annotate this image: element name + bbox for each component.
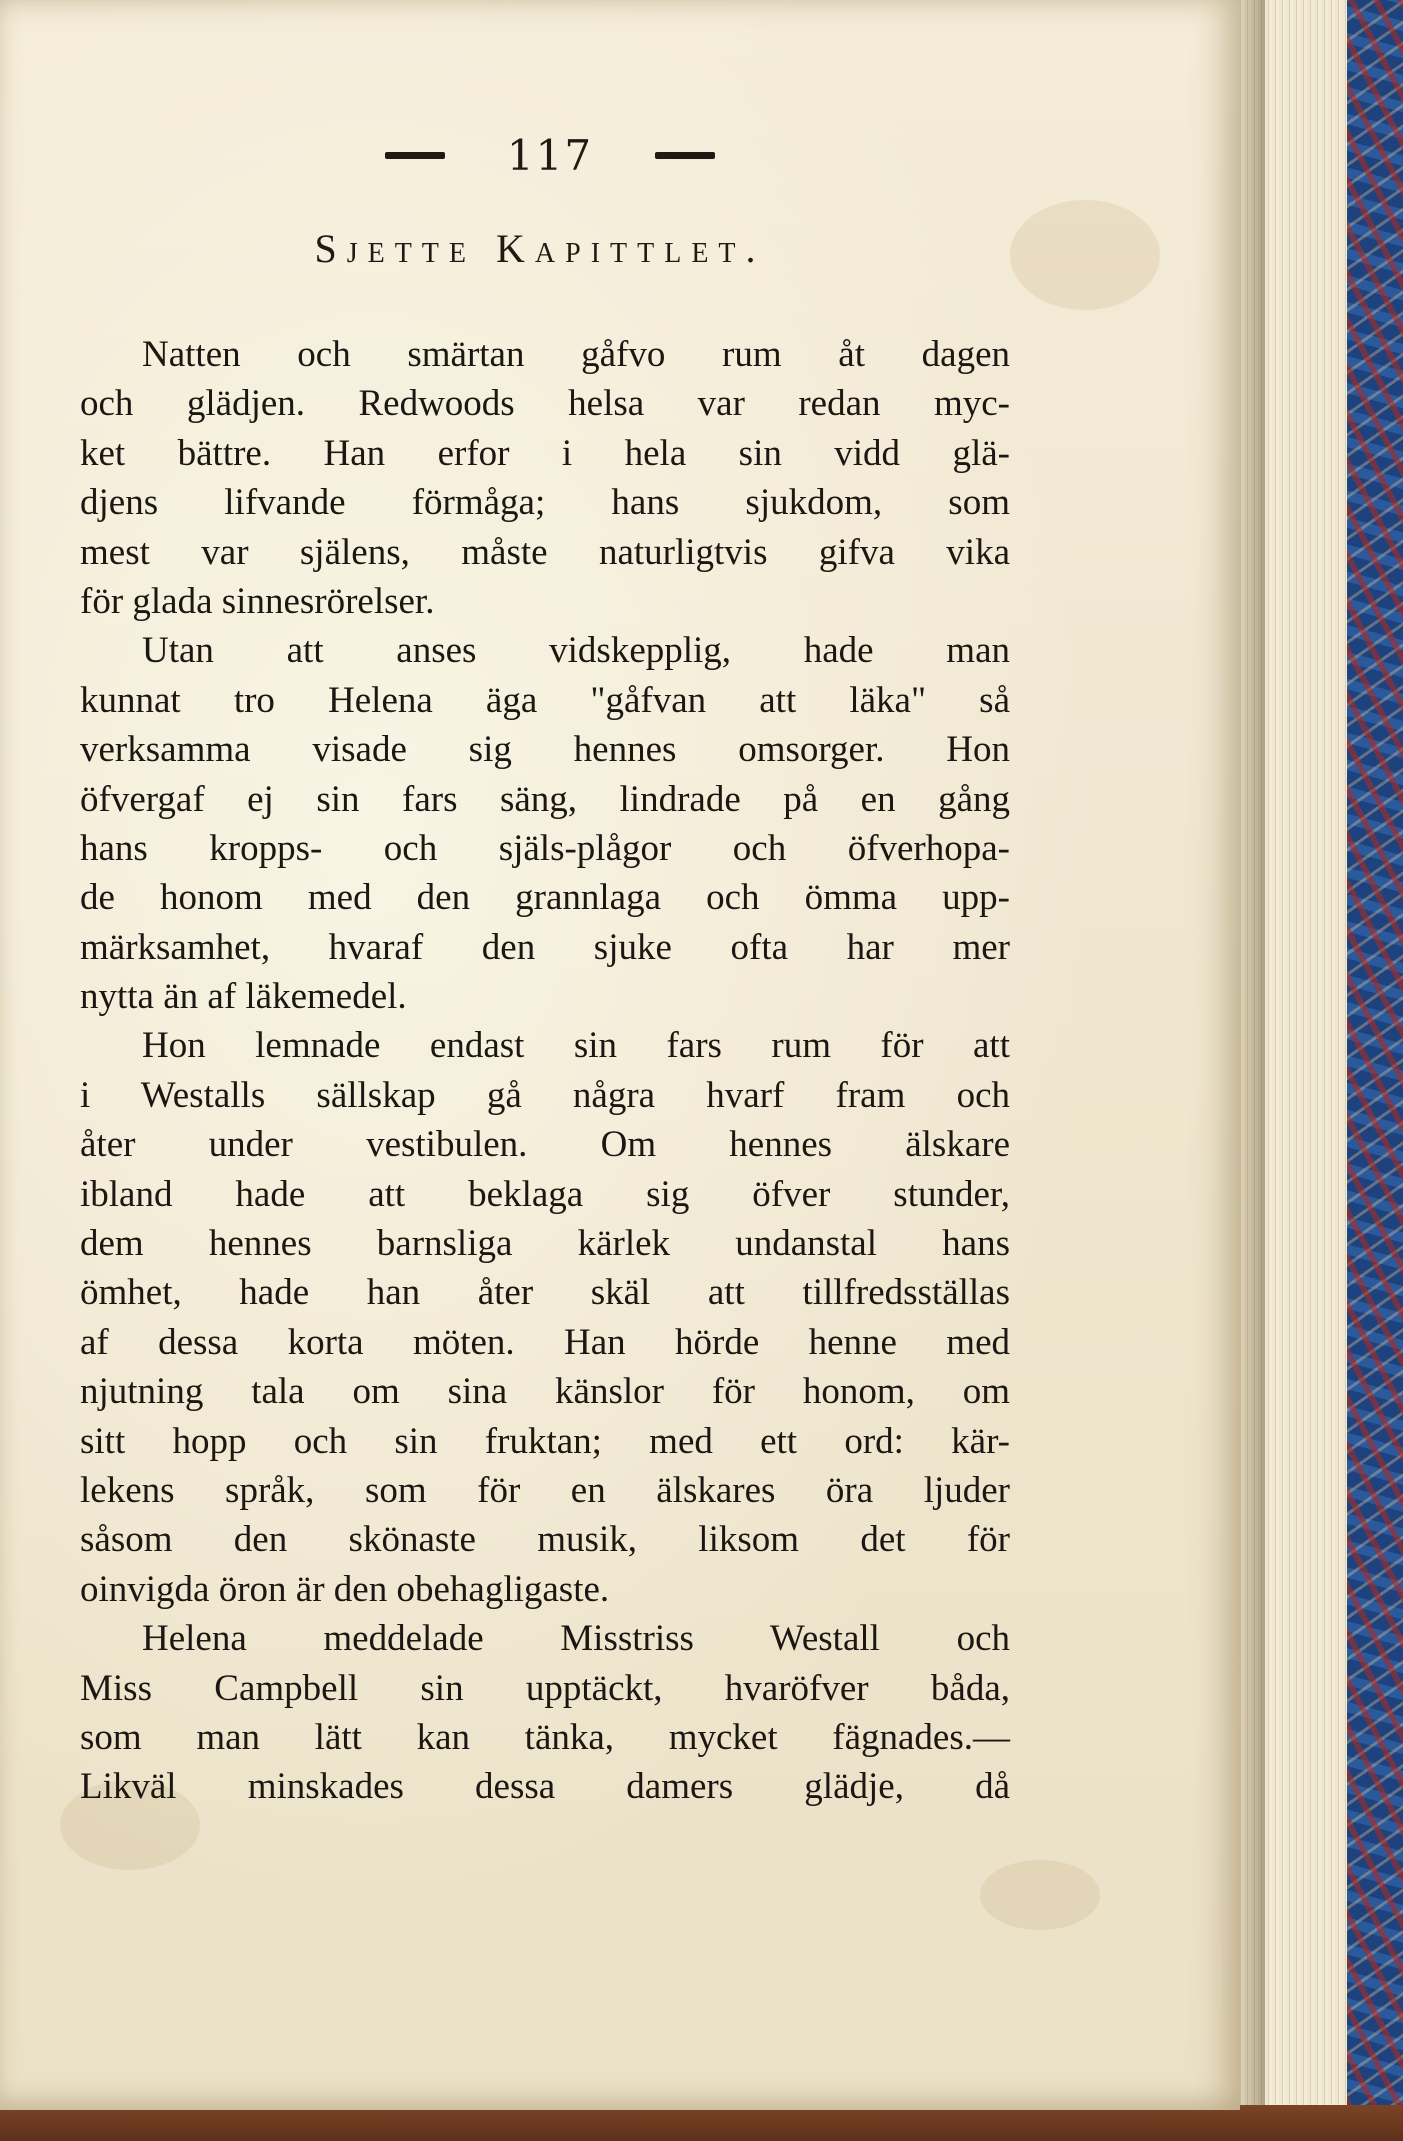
text-line: af dessa korta möten. Han hörde henne med bbox=[80, 1321, 1010, 1363]
text-line: märksamhet, hvaraf den sjuke ofta har mer bbox=[80, 926, 1010, 968]
text-line: de honom med den grannlaga och ömma upp- bbox=[80, 877, 1010, 919]
cover-bottom-edge bbox=[0, 2105, 1403, 2141]
text-line: oinvigda öron är den obehagligaste. bbox=[80, 1568, 610, 1610]
text-line: i Westalls sällskap gå några hvarf fram och bbox=[80, 1074, 1010, 1116]
paper-stain bbox=[980, 1860, 1100, 1930]
text-line: kunnat tro Helena äga "gåfvan att läka" så bbox=[80, 679, 1010, 721]
text-line: som man lätt kan tänka, mycket fägnades.— bbox=[80, 1716, 1010, 1758]
right-rule bbox=[655, 152, 715, 159]
text-line: ket bättre. Han erfor i hela sin vidd glä- bbox=[80, 432, 1010, 474]
text-line: njutning tala om sina känslor för honom, om bbox=[80, 1371, 1010, 1413]
text-line: och glädjen. Redwoods helsa var redan myc- bbox=[80, 383, 1010, 425]
text-line: hans kropps- och själs-plågor och öfverhopa- bbox=[80, 827, 1010, 869]
text-line: verksamma visade sig hennes omsorger. Hon bbox=[80, 729, 1010, 771]
text-line: djens lifvande förmåga; hans sjukdom, som bbox=[80, 482, 1010, 524]
text-line: ömhet, hade han åter skäl att tillfredsställas bbox=[80, 1272, 1010, 1314]
text-line: såsom den skönaste musik, liksom det för bbox=[80, 1519, 1010, 1561]
marbled-cover-edge bbox=[1340, 0, 1403, 2141]
left-rule bbox=[385, 152, 445, 159]
paper-stain bbox=[1010, 200, 1160, 310]
text-line: Miss Campbell sin upptäckt, hvaröfver båda, bbox=[80, 1667, 1010, 1709]
text-line: mest var själens, måste naturligtvis gifva vika bbox=[80, 531, 1010, 573]
text-line: nytta än af läkemedel. bbox=[80, 976, 407, 1018]
text-line: Likväl minskades dessa damers glädje, då bbox=[80, 1766, 1010, 1808]
body-text bbox=[80, 330, 1010, 1812]
text-line: åter under vestibulen. Om hennes älskare bbox=[80, 1124, 1010, 1166]
text-line: dem hennes barnsliga kärlek undanstal hans bbox=[80, 1223, 1010, 1265]
page-number: 117 bbox=[506, 130, 594, 180]
text-line: Utan att anses vidskepplig, hade man bbox=[142, 630, 1010, 672]
text-line: Natten och smärtan gåfvo rum åt dagen bbox=[142, 334, 1010, 375]
text-line: Hon lemnade endast sin fars rum för att bbox=[142, 1025, 1010, 1067]
text-line: sitt hopp och sin fruktan; med ett ord: kär- bbox=[80, 1420, 1010, 1462]
text-line: lekens språk, som för en älskares öra ljuder bbox=[80, 1469, 1010, 1511]
text-line: ibland hade att beklaga sig öfver stunder, bbox=[80, 1173, 1010, 1215]
text-line: öfvergaf ej sin fars säng, lindrade på en gång bbox=[80, 778, 1010, 820]
text-line: för glada sinnesrörelser. bbox=[80, 580, 435, 622]
running-head bbox=[300, 125, 800, 185]
chapter-title: Sjette Kapittlet. bbox=[314, 226, 766, 271]
text-line: Helena meddelade Misstriss Westall och bbox=[142, 1618, 1010, 1660]
